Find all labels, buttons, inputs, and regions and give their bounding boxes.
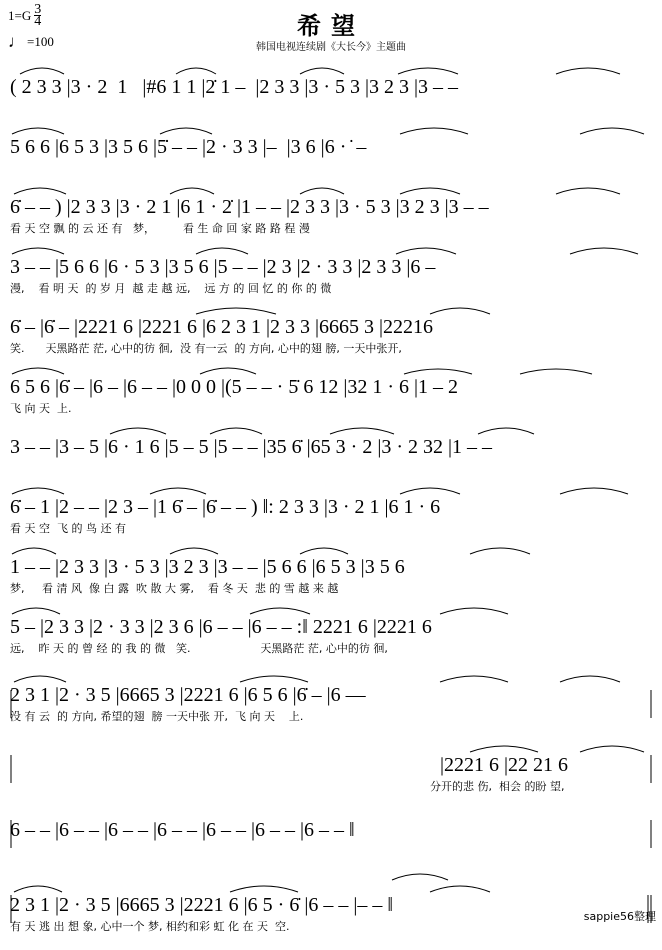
page-subtitle: 韩国电视连续剧《大长今》主题曲: [256, 42, 406, 53]
lyrics-line: [10, 100, 654, 118]
staff-row: [0, 805, 662, 861]
staff-row: [0, 182, 662, 238]
notation-line: 1 – – |2 3 3 |3 · 5 3 |3 2 3 |3 – – |5 6 6 |6 5 3 |3 5 6: [10, 556, 405, 578]
staff-row: [0, 542, 662, 598]
lyrics-line: 飞 向 天 上.: [10, 402, 72, 415]
quarter-note-icon: ♩: [8, 32, 25, 51]
page-title: 希望: [297, 12, 365, 40]
notation-line: 2 3 1 |2 · 3 5 |6665 3 |2221 6 |6 5 6 |6̇ – |6 ––: [10, 684, 366, 706]
notation-line: 6̇ – – ) |2 3 3 |3 · 2 1 |6 1 · 2̇ |1 – – |2 3 3 |3 · 5 3 |3 2 3 |3 – –: [10, 196, 489, 218]
notation-line: |2221 6 |22 21 6: [440, 754, 569, 776]
lyrics-line: 看 天 空 飘 的 云 还 有 梦， 看 生 命 回 家 路 路 程 漫: [10, 222, 310, 235]
staff-row: [0, 602, 662, 658]
tempo-value: =100: [27, 34, 54, 50]
lyrics-line: 看 天 空 飞 的 鸟 还 有: [10, 522, 126, 535]
arranger-credit: sappie56整理: [583, 910, 656, 923]
staff-row: [0, 482, 662, 538]
lyrics-line: 笑. 天黑路茫 茫, 心中的彷 徊, 没 有一云 的 方向, 心中的翅 膀, 一天中张开,: [10, 342, 402, 355]
staff-row: [0, 302, 662, 358]
notation-line: 5 – |2 3 3 |2 · 3 3 |2 3 6 |6 – – |6 – – :‖ 2221 6 |2221 6: [10, 616, 432, 638]
notation-line: 2 3 1 |2 · 3 5 |6665 3 |2221 6 |6 5 · 6̇ |6 – – |– – ‖: [10, 894, 393, 916]
lyrics-line: 远, 昨 天 的 曾 经 的 我 的 微 笑. 天黑路茫 茫, 心中的彷 徊,: [10, 642, 388, 655]
notation-line: ( 2 3 3 |3 · 2 1 |#6 1 1 |2̇ 1 – |2 3 3 |3 · 5 3 |3 2 3 |3 – –: [10, 76, 459, 98]
lyrics-line: 漫, 看 明 天 的 岁 月 越 走 越 远, 远 方 的 回 忆 的 你 的 微: [10, 282, 332, 295]
lyrics-line: 有 天 逃 出 想 象, 心中一个 梦, 相约和彩 虹 化 在 天 空.: [10, 920, 290, 933]
staff-row: [0, 242, 662, 298]
staff-row: [0, 362, 662, 418]
lyrics-line: 没 有 云 的 方向, 希望的翅 膀 一天中张 开, 飞 向 天 上.: [10, 710, 304, 723]
notation-line: 3 – – |5 6 6 |6 · 5 3 |3 5 6 |5 – – |2 3 |2 · 3 3 |2 3 3 |6 –: [10, 256, 436, 278]
staff-row: [0, 122, 662, 178]
notation-line: 6̇ – |6̇ – |2221 6 |2221 6 |6 2 3 1 |2 3 3 |6665 3 |22216: [10, 316, 434, 338]
notation-line: 6 5 6 |6̇ – |6 – |6 – – |0 0 0 |(5 – – · 5̇ 6 12 |32 1 · 6 |1 – 2: [10, 376, 459, 398]
lyrics-line: [10, 460, 654, 478]
key-label: 1=G: [8, 7, 32, 23]
lyrics-line: [10, 843, 654, 861]
staff-row: [0, 740, 662, 796]
notation-line: 5 6 6 |6 5 3 |3 5 6 |5̇̇ – – |2 · 3 3 |– |3 6 |6 · ̇ –: [10, 136, 367, 158]
staff-row: [0, 422, 662, 478]
notation-line: 6 – – |6 – – |6 – – |6 – – |6 – – |6 – – |6 – – ‖: [10, 819, 355, 841]
lyrics-line: 分开的悲 伤, 相会 的盼 望,: [430, 780, 565, 793]
lyrics-line: 梦, 看 清 风 像 白 露 吹 散 大 雾, 看 冬 天 悲 的 雪 越 来 越: [10, 582, 339, 595]
staff-row: [0, 62, 662, 118]
staff-row: [0, 880, 662, 936]
notation-line: 3 – – |3 – 5 |6 · 1 6 |5 – 5 |5 – – |35 6̇ |65 3 · 2 |3 · 2 32 |1 – –: [10, 436, 493, 458]
notation-line: 6̇ – 1 |2 – – |2 3 – |1 6̇ – |6̇ – – ) ‖: 2 3 3 |3 · 2 1 |6 1 · 6: [10, 496, 441, 518]
lyrics-line: [10, 160, 654, 178]
time-signature-denominator: 4: [34, 14, 42, 29]
time-signature-numerator: 3: [34, 2, 42, 17]
staff-row: [0, 670, 662, 726]
